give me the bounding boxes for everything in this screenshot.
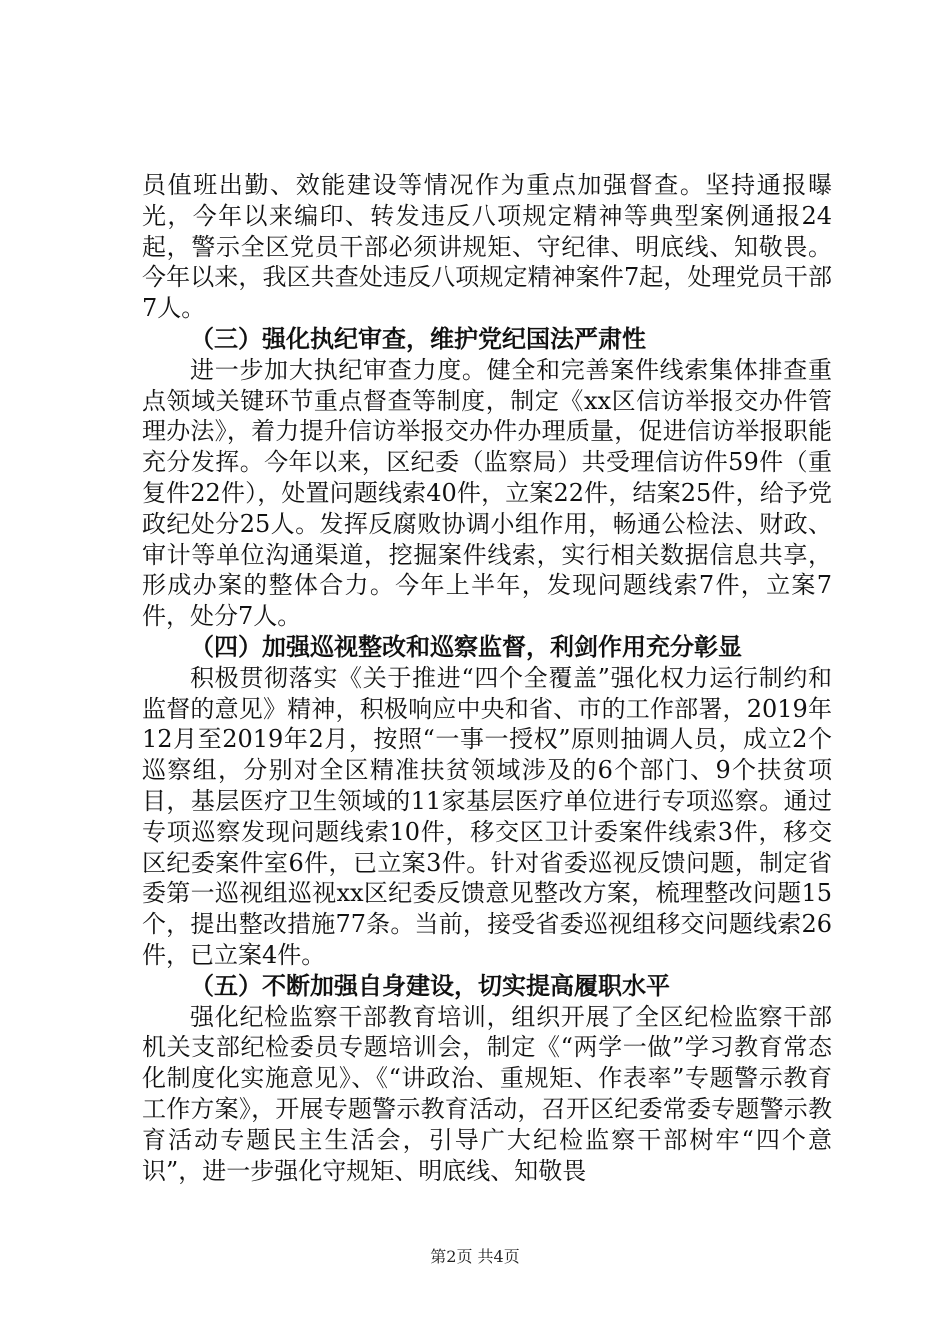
paragraph-discipline-review: 进一步加大执纪审查力度。健全和完善案件线索集体排查重点领域关键环节重点督查等制度，制定《xx区信访举报交办件管理办法》，着力提升信访举报交办件办理质量，促进信访举报职能充分发挥。今年以来，区纪委（监察局）共受理信访件59件（重复件22件），处置问题线索40件，立案22件，结案25件，给予党政纪处分25人。发挥反腐败协调小组作用，畅通公检法、财政、审计等单位沟通渠道，挖掘案件线索，实行相关数据信息共享，形成办案的整体合力。今年上半年，发现问题线索7件，立案7件，处分7人。 bbox=[142, 355, 832, 631]
section-heading-5: （五）不断加强自身建设，切实提高履职水平 bbox=[190, 971, 670, 1000]
paragraph-self-building: 强化纪检监察干部教育培训，组织开展了全区纪检监察干部机关支部纪检委员专题培训会，制定《“两学一做”学习教育常态化制度化实施意见》、《“讲政治、重规矩、作表率”专题警示教育工作方案》，开展专题警示教育活动，召开区纪委常委专题警示教育活动专题民主生活会，引导广大纪检监察干部树牢“四个意识”，进一步强化守规矩、明底线、知敬畏 bbox=[142, 1002, 832, 1185]
paragraph-continued: 员值班出勤、效能建设等情况作为重点加强督查。坚持通报曝光，今年以来编印、转发违反八项规定精神等典型案例通报24起，警示全区党员干部必须讲规矩、守纪律、明底线、知敬畏。今年以来，我区共查处违反八项规定精神案件7起，处理党员干部7人。 bbox=[142, 171, 832, 323]
paragraph-inspection: 积极贯彻落实《关于推进“四个全覆盖”强化权力运行制约和监督的意见》精神，积极响应中央和省、市的工作部署，2019年12月至2019年2月，按照“一事一授权”原则抽调人员，成立2个巡察组，分别对全区精准扶贫领域涉及的6个部门、9个扶贫项目，基层医疗卫生领域的11家基层医疗单位进行专项巡察。通过专项巡察发现问题线索10件，移交区卫计委案件线索3件，移交区纪委案件室6件，已立案3件。针对省委巡视反馈问题，制定省委第一巡视组巡视xx区纪委反馈意见整改方案，梳理整改问题15个，提出整改措施77条。当前，接受省委巡视组移交问题线索26件，已立案4件。 bbox=[142, 663, 832, 969]
page-number-footer: 第2页 共4页 bbox=[430, 1247, 520, 1266]
document-body bbox=[142, 170, 832, 1186]
section-heading-3: （三）强化执纪审查，维护党纪国法严肃性 bbox=[190, 324, 646, 353]
section-heading-4: （四）加强巡视整改和巡察监督，利剑作用充分彰显 bbox=[190, 632, 742, 661]
